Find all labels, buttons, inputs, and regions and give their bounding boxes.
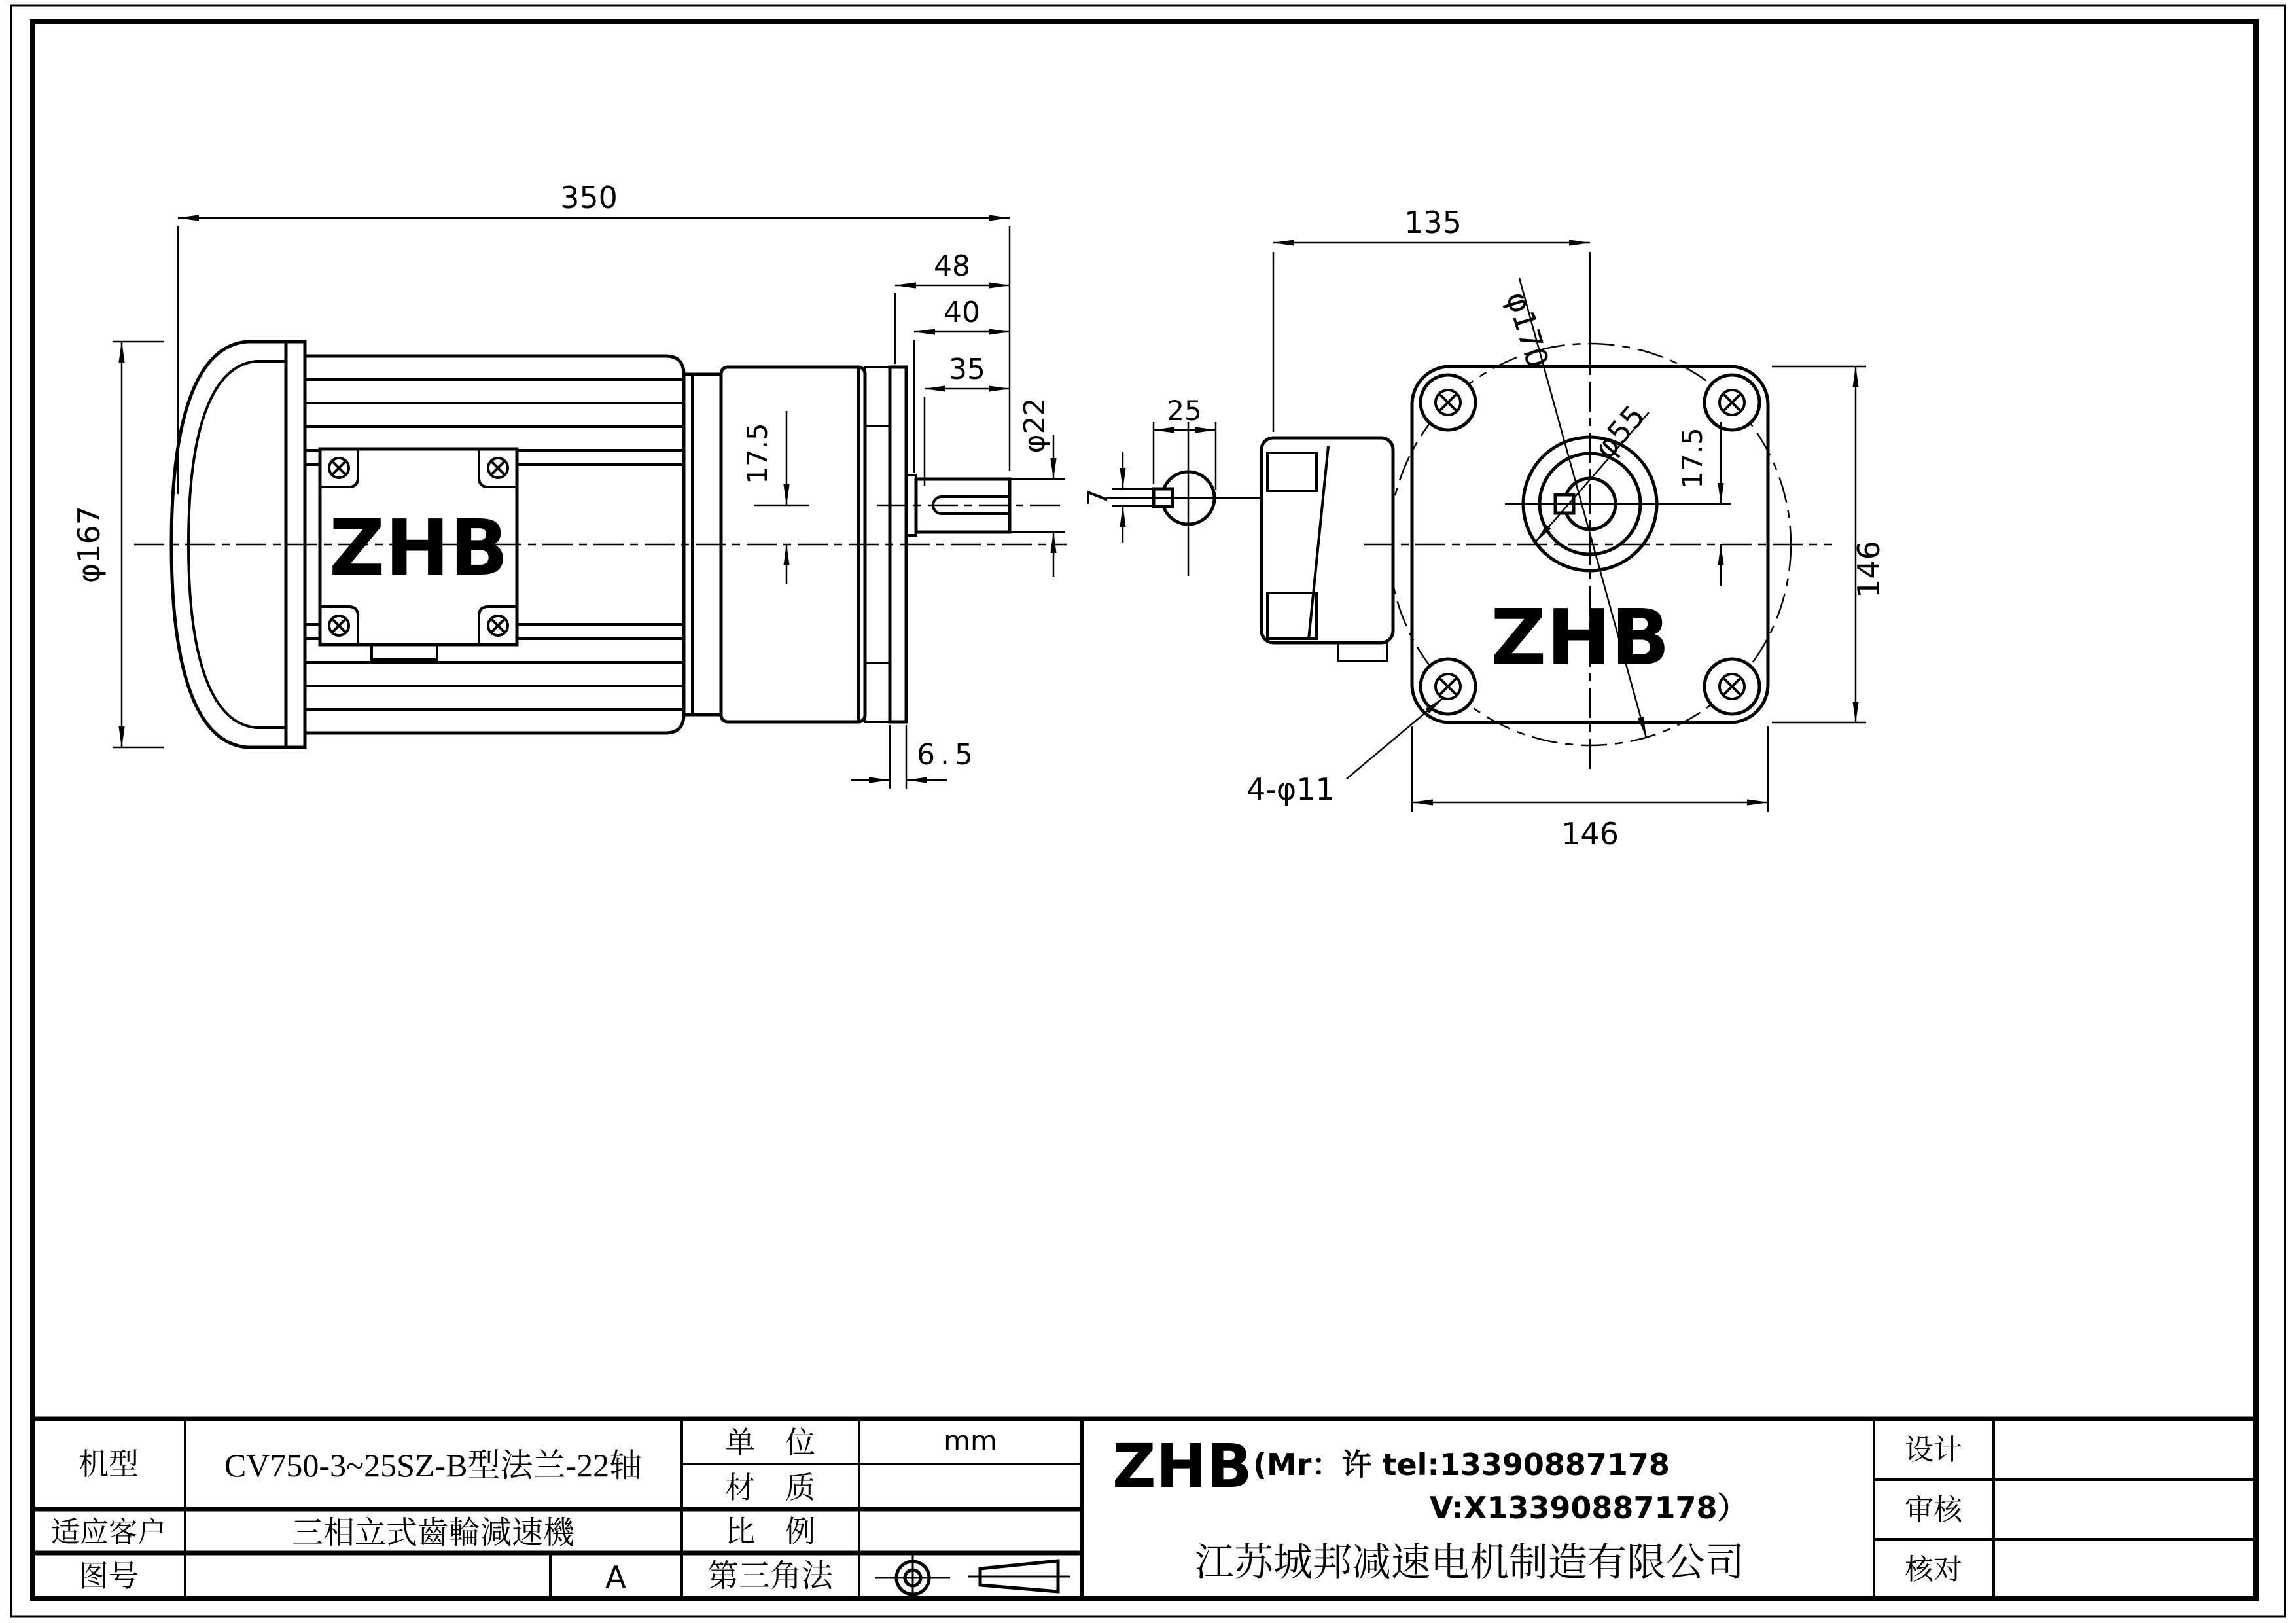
material-label: 材 质 [725, 1471, 815, 1505]
unit-value: mm [944, 1425, 997, 1457]
dim-key-height: 7 [1082, 488, 1114, 507]
unit-label: 单 位 [725, 1426, 815, 1459]
company-name: 江苏城邦减速电机制造有限公司 [1195, 1541, 1744, 1584]
sheet-borders [11, 5, 2285, 1616]
review-label: 审核 [1905, 1494, 1962, 1526]
dim-flange-circle: φ170 [1499, 287, 1556, 372]
model-label: 机型 [79, 1448, 139, 1481]
dim-shaft-length: 40 [944, 296, 980, 329]
dim-boss-diameter: φ55 [1587, 398, 1652, 466]
side-view [71, 180, 1067, 789]
dim-shaft-section: 48 [934, 249, 970, 283]
title-block [33, 1419, 2256, 1601]
scale-label: 比 例 [725, 1515, 815, 1548]
dim-key-width: 25 [1167, 395, 1202, 427]
design-label: 设计 [1905, 1434, 1962, 1466]
drawing-no-label: 图号 [79, 1560, 139, 1593]
customer-value: 三相立式齒輪減速機 [291, 1516, 575, 1550]
contact-line2: V:X13390887178） [1430, 1490, 1748, 1525]
side-view-logo: ZHB [328, 503, 509, 593]
dim-overall-length: 350 [560, 180, 618, 215]
model-value: CV750-3~25SZ-B型法兰-22轴 [224, 1447, 643, 1484]
third-angle-symbol-icon [875, 1555, 1070, 1601]
revision-value: A [605, 1560, 626, 1595]
nameplate [320, 449, 517, 660]
check-label: 核对 [1905, 1554, 1962, 1586]
dim-box-to-center: 135 [1404, 205, 1462, 240]
dim-axis-offset-front: 17.5 [1676, 427, 1708, 489]
dim-motor-diameter: φ167 [71, 505, 107, 584]
dim-bolt-holes: 4-φ11 [1246, 772, 1335, 807]
customer-label: 适应客户 [51, 1516, 166, 1548]
dim-flange-height: 146 [1851, 541, 1886, 598]
dim-axis-offset-side: 17.5 [741, 423, 773, 484]
dim-flange-width: 146 [1561, 816, 1619, 851]
projection-label: 第三角法 [707, 1559, 834, 1594]
dim-flange-thickness: 6.5 [917, 738, 978, 772]
terminal-box [1262, 438, 1393, 661]
dim-shaft-diameter: φ22 [1018, 397, 1051, 454]
brand-logo: ZHB [1112, 1431, 1252, 1501]
key-section-detail [1082, 395, 1263, 576]
front-view [1082, 205, 1886, 851]
contact-line1: (Mr：许 tel:13390887178 [1253, 1447, 1670, 1482]
front-view-logo: ZHB [1490, 592, 1670, 683]
dim-key-length: 35 [949, 353, 985, 386]
